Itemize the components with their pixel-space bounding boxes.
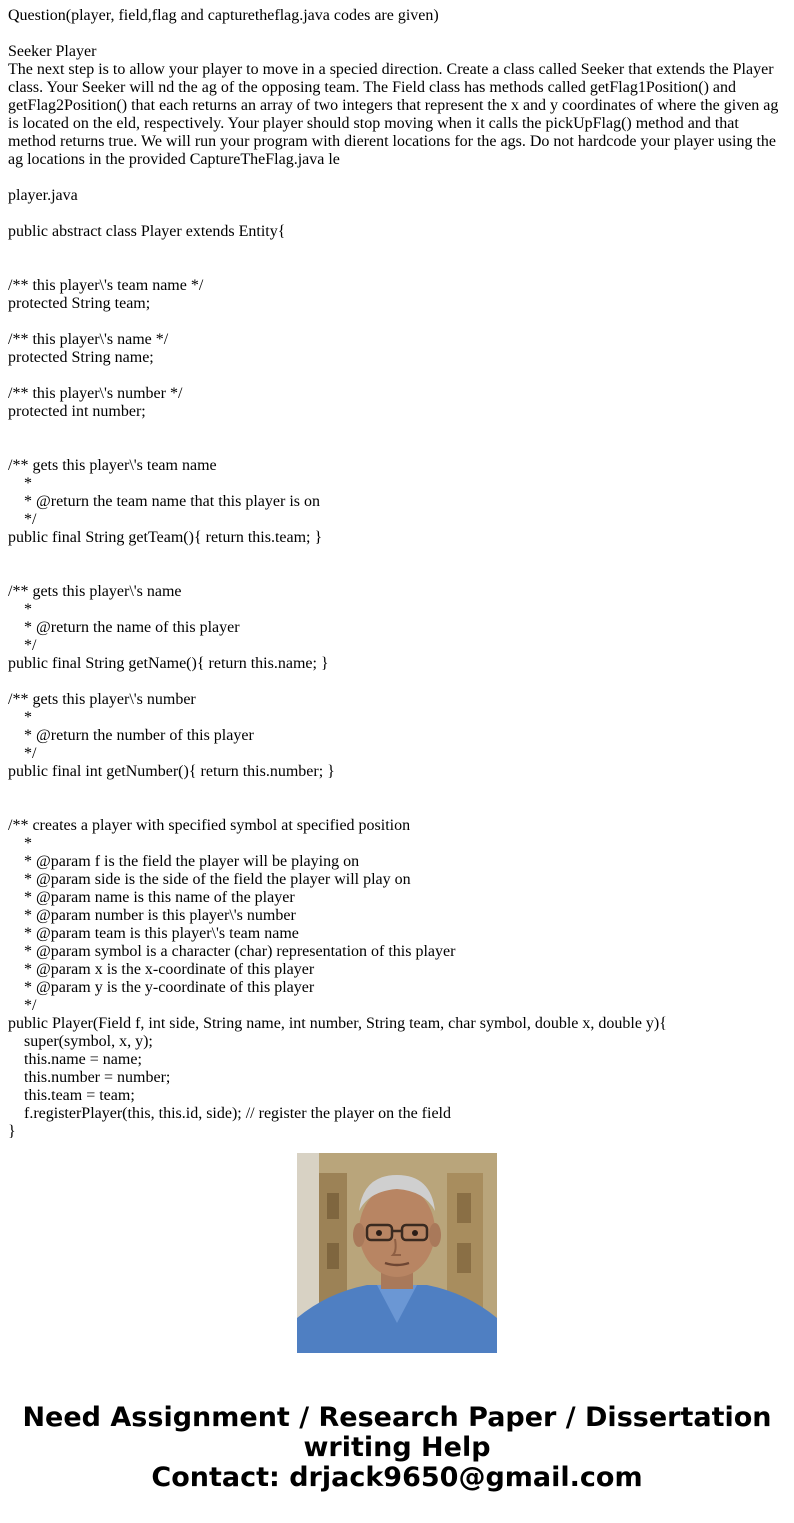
code-line: * @param name is this name of the player xyxy=(24,889,295,906)
code-line: public final String getName(){ return this.name; } xyxy=(8,655,329,672)
code-line: protected String team; xyxy=(8,295,151,312)
code-line: * xyxy=(24,601,32,618)
code-line: /** this player\'s team name */ xyxy=(8,277,204,294)
code-line: protected String name; xyxy=(8,349,154,366)
spacer xyxy=(8,205,786,223)
code-line: /** gets this player\'s team name xyxy=(8,457,217,474)
code-line: * @return the number of this player xyxy=(24,727,254,744)
code-line: f.registerPlayer(this, this.id, side); // register the player on the field xyxy=(24,1105,451,1122)
code-line: /** creates a player with specified symbol at specified position xyxy=(8,817,411,834)
code-line: } xyxy=(8,1123,16,1140)
promo-line: Need Assignment / Research Paper / Dissertation xyxy=(22,1402,772,1433)
code-line: */ xyxy=(24,997,37,1014)
code-blank-line xyxy=(8,781,786,799)
code-blank-line xyxy=(8,313,786,331)
code-blank-line xyxy=(8,367,786,385)
promo-line: writing Help xyxy=(303,1432,491,1463)
code-line: * @param side is the side of the field the player will play on xyxy=(24,871,411,888)
code-line: public Player(Field f, int side, String name, int number, String team, char symbol, double x, double y){ xyxy=(8,1015,667,1032)
contact-line: Contact: drjack9650@gmail.com xyxy=(151,1462,643,1493)
code-line: * @param y is the y-coordinate of this player xyxy=(24,979,315,996)
code-blank-line xyxy=(8,547,786,565)
code-line: * xyxy=(24,835,32,852)
code-blank-line xyxy=(8,421,786,439)
code-line: * @return the team name that this player is on xyxy=(24,493,320,510)
code-line: * @param f is the field the player will be playing on xyxy=(24,853,360,870)
code-line: this.number = number; xyxy=(24,1069,171,1086)
code-line: * @param symbol is a character (char) representation of this player xyxy=(24,943,456,960)
code-line: public final int getNumber(){ return this.number; } xyxy=(8,763,335,780)
code-line: protected int number; xyxy=(8,403,146,420)
code-blank-line xyxy=(8,241,786,259)
code-line: */ xyxy=(24,511,37,528)
question-document xyxy=(8,7,786,1140)
portrait-image xyxy=(297,1153,497,1353)
question-body: The next step is to allow your player to move in a specied direction. Create a class called Seeker that extends the Player class. Your Seeker will nd the ag of the opposing team. The Field class has methods called getFlag1Position() and getFlag2Position() that each returns an array of two integers that represent the x and y coordinates of where the given ag is located on the eld, respectively. Your player should stop moving when it calls the pickUpFlag() method and that method returns true. We will run your program with dierent locations for the ags. Do not hardcode your player using the ag locations in the provided CaptureTheFlag.java le xyxy=(8,61,779,168)
code-line: * @return the name of this player xyxy=(24,619,240,636)
question-title: Question(player, field,flag and capturetheflag.java codes are given) xyxy=(8,7,439,24)
code-line: * xyxy=(24,709,32,726)
spacer xyxy=(8,25,786,43)
author-photo xyxy=(297,1153,497,1353)
code-line: * @param team is this player\'s team name xyxy=(24,925,299,942)
promo-banner xyxy=(0,1403,794,1493)
code-line: /** gets this player\'s name xyxy=(8,583,182,600)
code-line: this.name = name; xyxy=(24,1051,142,1068)
code-blank-line xyxy=(8,673,786,691)
section-heading: Seeker Player xyxy=(8,43,97,60)
code-blank-line xyxy=(8,565,786,583)
code-line: */ xyxy=(24,745,37,762)
spacer xyxy=(8,169,786,187)
code-blank-line xyxy=(8,799,786,817)
code-line: this.team = team; xyxy=(24,1087,135,1104)
code-blank-line xyxy=(8,439,786,457)
code-block xyxy=(8,223,786,1141)
code-line: /** this player\'s name */ xyxy=(8,331,169,348)
code-filename: player.java xyxy=(8,187,78,204)
code-line: /** this player\'s number */ xyxy=(8,385,183,402)
code-line: /** gets this player\'s number xyxy=(8,691,196,708)
code-line: * @param x is the x-coordinate of this player xyxy=(24,961,315,978)
code-line: */ xyxy=(24,637,37,654)
code-line: public final String getTeam(){ return this.team; } xyxy=(8,529,323,546)
code-line: public abstract class Player extends Entity{ xyxy=(8,223,286,240)
code-line: * xyxy=(24,475,32,492)
code-line: * @param number is this player\'s number xyxy=(24,907,296,924)
code-blank-line xyxy=(8,259,786,277)
code-line: super(symbol, x, y); xyxy=(24,1033,153,1050)
